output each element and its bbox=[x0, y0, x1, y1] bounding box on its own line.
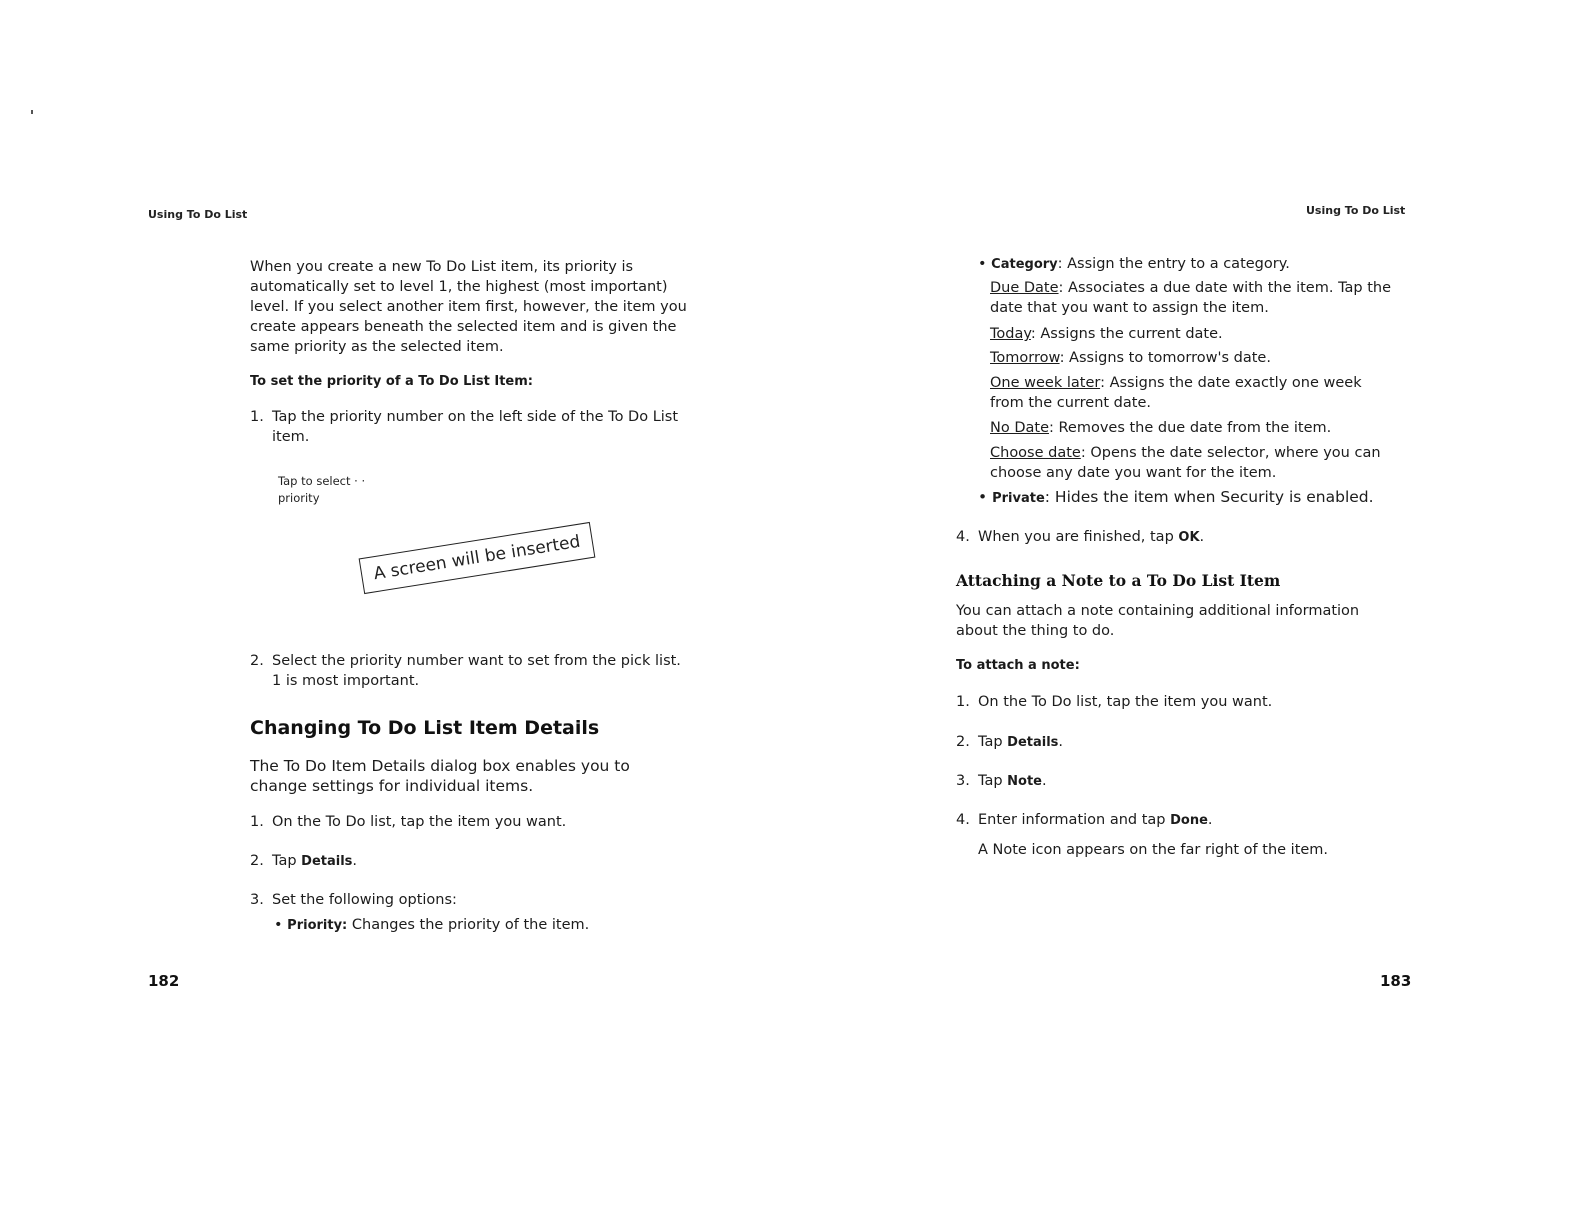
bullet-dot: • bbox=[978, 256, 987, 272]
option-text: : Removes the due date from the item. bbox=[1048, 420, 1332, 436]
option-text: : Opens the date selector, where you can bbox=[1080, 445, 1381, 461]
step-text-cont: 1 is most important. bbox=[272, 673, 420, 689]
due-date-option bbox=[990, 278, 1430, 318]
step-text: Tap the priority number on the left side of the To Do List bbox=[272, 409, 679, 425]
bullet-dot: • bbox=[978, 488, 988, 506]
option-text: : Hides the item when Security is enabled. bbox=[1044, 488, 1374, 506]
priority-procedure-heading: To set the priority of a To Do List Item: bbox=[250, 374, 533, 389]
intro-line: When you create a new To Do List item, its priority is bbox=[250, 259, 634, 275]
option-label: Category bbox=[991, 257, 1058, 272]
right-page-number: 183 bbox=[1380, 972, 1412, 990]
ui-term: Details bbox=[1007, 735, 1059, 750]
bullet-dot: • bbox=[274, 917, 283, 933]
option-label: One week later bbox=[990, 375, 1101, 391]
step-text: Select the priority number want to set from the pick list. bbox=[272, 653, 681, 669]
option-text: : Assigns the current date. bbox=[1030, 326, 1223, 342]
step-suffix: . bbox=[1042, 773, 1047, 789]
ui-term: Note bbox=[1007, 774, 1042, 789]
attach-note-intro bbox=[956, 601, 1359, 641]
details-section-heading: Changing To Do List Item Details bbox=[250, 717, 600, 739]
callout-label bbox=[278, 473, 365, 507]
option-label: Due Date bbox=[990, 280, 1059, 296]
option-label: Private bbox=[992, 491, 1045, 506]
step-suffix: . bbox=[1207, 812, 1213, 828]
step-number: 4. bbox=[956, 812, 970, 828]
one-week-option bbox=[990, 373, 1430, 413]
step-suffix: . bbox=[1058, 734, 1064, 750]
left-running-header: Using To Do List bbox=[148, 208, 248, 221]
intro-line: The To Do Item Details dialog box enables you to bbox=[250, 757, 630, 775]
today-option bbox=[990, 324, 1223, 344]
left-page-number: 182 bbox=[148, 972, 180, 990]
ui-term: Details bbox=[301, 854, 353, 869]
priority-step-2 bbox=[250, 651, 720, 691]
screen-placeholder-frame bbox=[360, 531, 594, 585]
note-step-4 bbox=[956, 810, 1213, 831]
intro-line: same priority as the selected item. bbox=[250, 339, 504, 355]
callout-leader: · · bbox=[354, 474, 366, 488]
note-step-1 bbox=[956, 692, 1272, 712]
step-text: Tap bbox=[978, 773, 1008, 789]
step-text: On the To Do list, tap the item you want. bbox=[978, 694, 1273, 710]
option-label: Today bbox=[990, 326, 1031, 342]
bullet-private bbox=[978, 487, 1374, 509]
details-step-3 bbox=[250, 890, 457, 910]
left-intro-paragraph bbox=[250, 257, 720, 357]
step-text: Enter information and tap bbox=[978, 812, 1171, 828]
option-text: : Assigns the date exactly one week bbox=[1100, 375, 1362, 391]
option-text-cont: date that you want to assign the item. bbox=[990, 300, 1269, 316]
intro-line: about the thing to do. bbox=[956, 623, 1115, 639]
step-number: 4. bbox=[956, 529, 970, 545]
step-suffix: . bbox=[1199, 529, 1205, 545]
note-step-2 bbox=[956, 732, 1063, 753]
step-text: Set the following options: bbox=[272, 892, 457, 908]
intro-line: level. If you select another item first, however, the item you bbox=[250, 299, 687, 315]
option-label: Choose date bbox=[990, 445, 1081, 461]
intro-line: create appears beneath the selected item and is given the bbox=[250, 319, 677, 335]
no-date-option bbox=[990, 418, 1331, 438]
finish-step-4 bbox=[956, 527, 1204, 548]
step-text: When you are finished, tap bbox=[978, 529, 1179, 545]
step-number: 1. bbox=[250, 409, 264, 425]
details-step-1 bbox=[250, 812, 566, 832]
step-text-cont: item. bbox=[272, 429, 310, 445]
note-result-text: A Note icon appears on the far right of the item. bbox=[978, 842, 1329, 858]
priority-step-1 bbox=[250, 407, 720, 447]
callout-line: Tap to select bbox=[278, 474, 351, 488]
ui-term: Done bbox=[1170, 813, 1208, 828]
option-label: Tomorrow bbox=[990, 350, 1060, 366]
option-label: Priority: bbox=[287, 918, 348, 933]
choose-date-option bbox=[990, 443, 1430, 483]
intro-line: automatically set to level 1, the highest (most important) bbox=[250, 279, 668, 295]
option-label: No Date bbox=[990, 420, 1049, 436]
screen-placeholder: A screen will be inserted bbox=[359, 522, 596, 594]
option-text-cont: choose any date you want for the item. bbox=[990, 465, 1277, 481]
attach-note-section-heading: Attaching a Note to a To Do List Item bbox=[956, 571, 1281, 590]
step-number: 3. bbox=[956, 773, 970, 789]
right-running-header: Using To Do List bbox=[1306, 204, 1406, 217]
option-text: : Assigns to tomorrow's date. bbox=[1059, 350, 1271, 366]
step-number: 2. bbox=[250, 853, 264, 869]
ui-term: OK bbox=[1178, 530, 1200, 545]
intro-line: change settings for individual items. bbox=[250, 777, 534, 795]
scan-mark bbox=[31, 110, 33, 114]
step-number: 3. bbox=[250, 892, 264, 908]
callout-line: priority bbox=[278, 491, 320, 505]
step-text: Tap bbox=[978, 734, 1008, 750]
step-number: 1. bbox=[250, 814, 264, 830]
bullet-category bbox=[978, 254, 1290, 275]
option-text-cont: from the current date. bbox=[990, 395, 1151, 411]
details-step-2 bbox=[250, 851, 357, 872]
option-text: Changes the priority of the item. bbox=[347, 917, 590, 933]
option-text: : Associates a due date with the item. Tap the bbox=[1058, 280, 1392, 296]
note-step-3 bbox=[956, 771, 1047, 792]
option-text: : Assign the entry to a category. bbox=[1057, 256, 1290, 272]
intro-line: You can attach a note containing additional information bbox=[956, 603, 1360, 619]
step-number: 2. bbox=[250, 653, 264, 669]
step-number: 1. bbox=[956, 694, 970, 710]
step-suffix: . bbox=[352, 853, 358, 869]
bullet-priority bbox=[274, 915, 589, 936]
details-intro bbox=[250, 756, 630, 796]
step-text: Tap bbox=[272, 853, 302, 869]
attach-note-procedure-heading: To attach a note: bbox=[956, 658, 1080, 673]
step-text: On the To Do list, tap the item you want. bbox=[272, 814, 567, 830]
tomorrow-option bbox=[990, 348, 1271, 368]
step-number: 2. bbox=[956, 734, 970, 750]
